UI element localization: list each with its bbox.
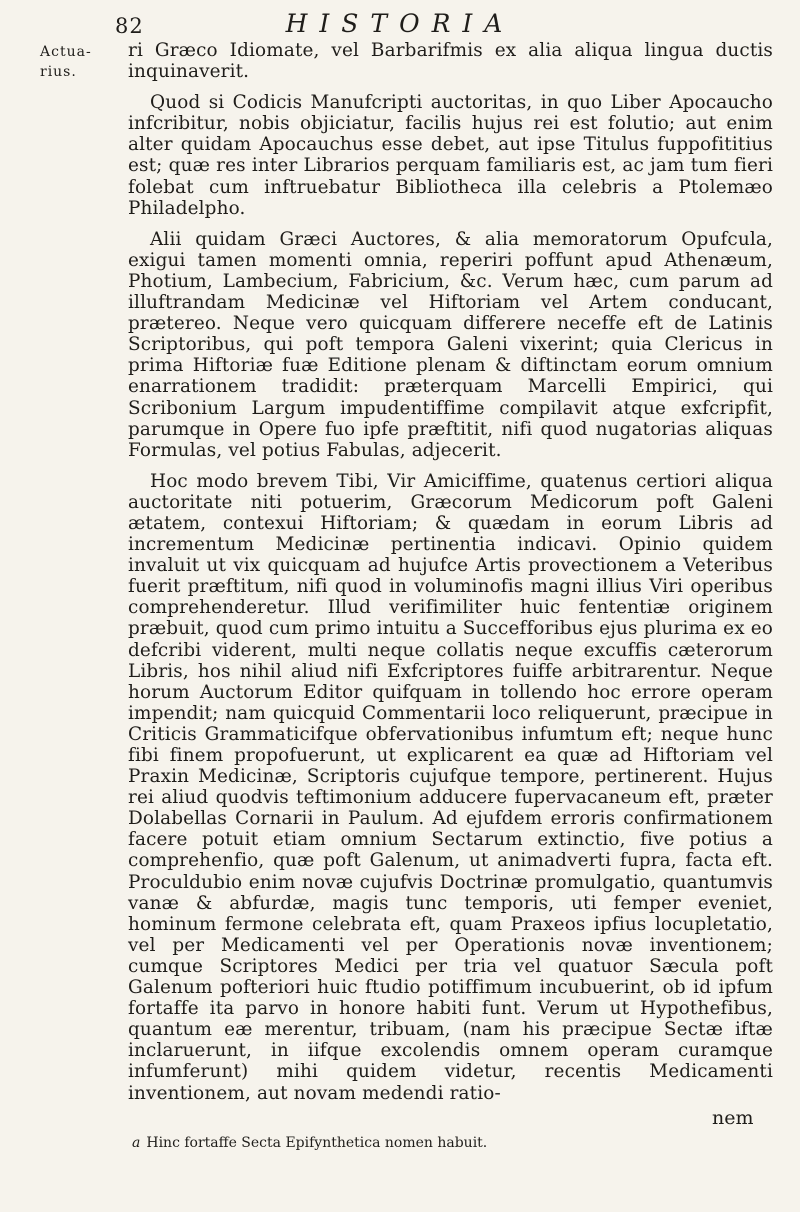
paragraph: Quod si Codicis Manufcripti auctoritas, in quo Liber Apocaucho infcribitur, nobis objiciatur, facilis hujus rei est folutio; aut enim alter quidam Apocauchus esse debet, aut ipse Titulus fuppofititius est; quæ res inter Librarios perquam familiaris est, ac jam tum fieri folebat cum inftruebatur Bibliotheca illa celebris a Ptolemæo Philadelpho. <box>128 92 773 219</box>
margin-note: Actua-rius. <box>40 44 92 80</box>
page-header <box>0 6 800 40</box>
footnote-text: Hinc fortaffe Secta Epifynthetica nomen habuit. <box>146 1135 488 1151</box>
main-text <box>128 40 773 1114</box>
page-number: 82 <box>115 14 144 38</box>
catchword: nem <box>712 1107 754 1129</box>
paragraph: Alii quidam Græci Auctores, & alia memoratorum Opufcula, exigui tamen momenti omnia, reperiri poffunt apud Athenæum, Photium, Lambecium, Fabricium, &c. Verum hæc, cum parum ad illuftrandam Medicinæ vel Hiftoriam vel Artem conducant, prætereo. Neque vero quicquam differere neceffe eft de Latinis Scriptoribus, qui poft tempora Galeni vixerint; quia Clericus in prima Hiftoriæ fuæ Editione plenam & diftinctam eorum omnium enarrationem tradidit: præterquam Marcelli Empirici, qui Scribonium Largum impudentiffime compilavit atque exfcripfit, parumque in Opere fuo ipfe præftitit, nifi quod nugatorias aliquas Formulas, vel potius Fabulas, adjecerit. <box>128 228 773 461</box>
running-title: HISTORIA <box>285 9 515 38</box>
footnote <box>132 1134 772 1152</box>
paragraph: Hoc modo brevem Tibi, Vir Amiciffime, quatenus certiori aliqua auctoritate niti potuerim, Græcorum Medicorum poft Galeni ætatem, contexui Hiftoriam; & quædam in eorum Libris ad incrementum Medicinæ pertinentia indicavi. Opinio quidem invaluit ut vix quicquam ad hujufce Artis provectionem a Veteribus fuerit præftitum, nifi quod in voluminofis magni illius Viri operibus comprehenderetur. Illud verifimiliter huic fententiæ originem præbuit, quod cum primo intuitu a Succefforibus ejus plurima ex eo defcribi viderent, multi neque collatis neque excuffis cæterorum Libris, hos nihil aliud nifi Exfcriptores fuiffe arbitrarentur. Neque horum Auctorum Editor quifquam in tollendo hoc errore operam impendit; nam quicquid Commentarii loco reliquerunt, præcipue in Criticis Grammaticifque obfervationibus infumtum eft; neque hunc fibi finem propofuerunt, ut explicarent ea quæ ad Hiftoriam vel Praxin Medicinæ, Scriptoris cujufque tempore, pertinerent. Hujus rei aliud quodvis teftimonium adducere fupervacaneum eft, præter Dolabellas Cornarii in Paulum. Ad ejufdem erroris confirmationem facere potuit etiam omnium Sectarum extinctio, five potius a comprehenfio, quæ poft Galenum, ut animadverti fupra, facta eft. Proculdubio enim novæ cujufvis Doctrinæ promulgatio, quantumvis vanæ & abfurdæ, magis tunc temporis, uti femper eveniet, hominum fermone celebrata eft, quam Praxeos ipfius locupletatio, vel per Medicamenti vel per Operationis novæ inventionem; cumque Scriptores Medici per tria vel quatuor Sæcula poft Galenum pofteriori huic ftudio potiffimum incubuerint, ob id ipfum fortaffe ita parvo in honore habiti funt. Verum ut Hypothefibus, quantum eæ merentur, tribuam, (nam his præcipue Sectæ iftæ inclaruerunt, in iifque excolendis omnem operam curamque infumferunt) mihi quidem videtur, recentis Medicamenti inventionem, aut novam medendi ratio- <box>128 470 773 1104</box>
paragraph: ri Græco Idiomate, vel Barbarifmis ex alia aliqua lingua ductis inquinaverit. <box>128 40 773 83</box>
footnote-marker: a <box>132 1135 141 1151</box>
